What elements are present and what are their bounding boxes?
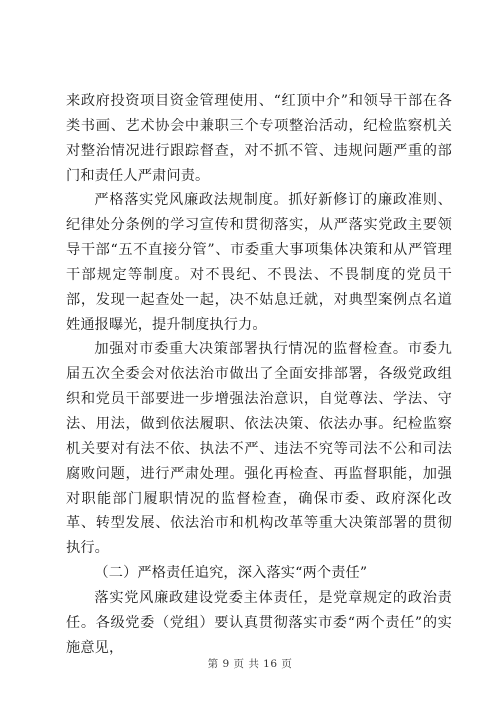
paragraph-regulations: 严格落实党风廉政法规制度。抓好新修订的廉政准则、纪律处分条例的学习宣传和贯彻落实，从严落实党政主要领导干部“五不直接分管”、市委重大事项集体决策和从严管理干部规定等制度。对不畏纪、不畏法、不畏制度的党员干部，发现一起查处一起，决不姑息迁就，对典型案例点名道姓通报曝光，提升制度执行力。	[66, 192, 452, 333]
paragraph-continuation: 来政府投资项目资金管理使用、“红顶中介”和领导干部在各类书画、艺术协会中兼职三个专项整治活动，纪检监察机关对整治情况进行跟踪督查，对不抓不管、违规问题严重的部门和责任人严肃问责。	[66, 93, 452, 184]
document-body	[66, 89, 452, 660]
paragraph-responsibility: 落实党风廉政建设党委主体责任，是党章规定的政治责任。各级党委（党组）要认真贯彻落实市委“两个责任”的实施意见，	[66, 589, 452, 656]
page-footer: 第 9 页 共 16 页	[207, 658, 293, 670]
section-heading: （二）严格责任追究，深入落实“两个责任”	[94, 565, 368, 582]
paragraph-supervision: 加强对市委重大决策部署执行情况的监督检查。市委九届五次全委会对依法治市做出了全面安排部署，各级党政组织和党员干部要进一步增强法治意识，自觉尊法、学法、守法、用法，做到依法履职、依法决策、依法办事。纪检监察机关要对有法不依、执法不严、违法不究等司法不公和司法腐败问题，进行严肃处理。强化再检查、再监督职能，加强对职能部门履职情况的监督检查，确保市委、政府深化改革、转型发展、依法治市和机构改革等重大决策部署的贯彻执行。	[66, 341, 452, 557]
